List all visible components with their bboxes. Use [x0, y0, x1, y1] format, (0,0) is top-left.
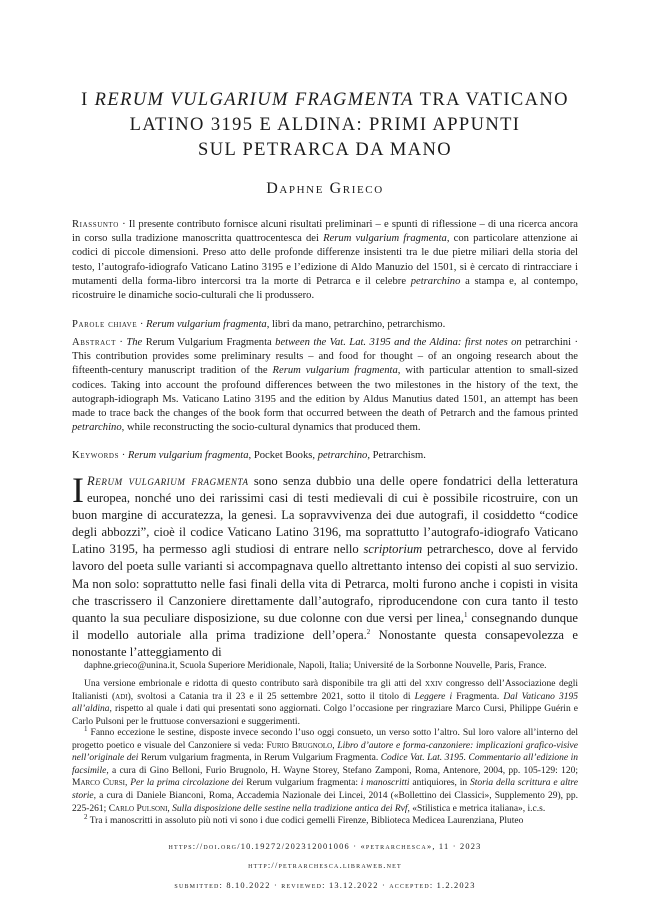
doi-line[interactable]: https://doi.org/10.19272/202312001006 · «petrarchesca», 11 · 2023	[168, 842, 482, 851]
abstract-italic: petrarchino	[72, 422, 122, 434]
riassunto-italic: Rerum vulgarium fragmenta	[323, 233, 447, 245]
abstract-text: Rerum Vulgarium Fragmenta	[145, 337, 272, 348]
note-smallcaps: Carlo Pulsoni	[108, 803, 168, 814]
note-italic: Leggere i	[414, 691, 453, 702]
title-italic: RERUM VULGARIUM FRAGMENTA	[94, 90, 414, 110]
note-smallcaps: Furio Brugnolo	[266, 740, 333, 751]
separator: ·	[137, 319, 147, 330]
title-prefix: I	[81, 90, 95, 110]
note-smallcaps: adi	[115, 691, 128, 702]
riassunto-text: , con particolare attenzione ai codici di piccole dimensioni. Preso atto delle profonde differenze insistenti tra le due pietre miliari della storia del testo, l’autografo-idiografo Vaticano Latino 3195 e l’edizione di Aldo Manuzio del 1501, si è cercato di rintracciare i mutamenti della forma-libro intercorsi tra la morte di Petrarca e il celebre	[72, 233, 578, 287]
note-text: ), svoltosi a Catania tra il 23 e il 25 settembre 2021, sotto il titolo di	[127, 691, 415, 702]
author-affiliation-note: daphne.grieco@unina.it, Scuola Superiore Meridionale, Napoli, Italia; Université de la Sorbonne Nouvelle, Paris, France.	[84, 661, 547, 671]
note-text: ,	[332, 740, 338, 751]
body-paragraph	[72, 470, 579, 661]
note-text: Rerum vulgarium fragmenta, in Rerum Vulgarium Fragmenta.	[138, 753, 381, 764]
parole-chiave-text: , libri da mano, petrarchino, petrarchismo.	[266, 319, 446, 330]
footnote-2	[72, 812, 578, 828]
note-text: , a cura di Daniele Bianconi, Roma, Accademia Nazionale dei Lincei, 2014 («Bollettino dei Classici», Supplemento 29), pp. 225-261;	[72, 790, 578, 814]
parole-chiave-paragraph	[72, 318, 578, 332]
note-italic: Per la prima circolazione dei	[130, 778, 244, 789]
keywords-paragraph	[72, 449, 578, 463]
abstract-italic: between the Vat. Lat. 3195 and the Aldina: first notes on	[271, 337, 522, 348]
footnote-ref-1[interactable]: 1	[464, 610, 468, 619]
note-italic: Libro d’autore e forma-canzoniere: implicazioni grafico-visive nell’originale dei	[72, 740, 578, 764]
body-text: sono senza dubbio una delle opere fondatrici della letteratura europea, nonché uno dei rarissimi casi di testi medievali di cui è possibile ricostruire, con un buon margine di accuratezza, la genesi. La sopravvivenza dei due autografi, il cosiddetto “codice degli abbozzi”, cioè il codice Vaticano Latino 3196, ma soprattutto l’autografo-idiografo Vaticano Latino 3195, ha permesso agli studiosi di entrare nello	[72, 474, 579, 557]
abstract-text: , while reconstructing the socio-cultural dynamics that produced them.	[121, 422, 421, 434]
riassunto-italic: petrarchino	[410, 275, 461, 287]
body-italic: scriptorium	[363, 542, 423, 557]
riassunto-text: Il presente contributo fornisce alcuni risultati preliminari – e spunti di riflessione – di una ricerca ancora in corso sulla tradizione manoscritta quattrocentesca dei	[72, 219, 578, 245]
abstract-italic: Rerum vulgarium fragmenta	[272, 365, 398, 377]
keywords-text: , Pocket Books,	[248, 450, 318, 461]
note-text: , rispetto al quale i dati qui presentati sono aggiornati. Colgo l’occasione per ringraziare Marco Cursi, Philippe Guérin e Carlo Pulsoni per le fruttuose conversazioni e suggerimenti.	[72, 704, 578, 727]
author-name: Daphne Grieco	[266, 180, 384, 197]
note-smallcaps: Marco Cursi	[72, 778, 125, 789]
footnote-number: 1	[84, 724, 88, 733]
note-smallcaps: xxiv	[425, 679, 443, 689]
note-text: Fanno eccezione le sestine, disposte invece secondo l’uso oggi consueto, un verso sotto l’altro. Sul loro valore all’interno del progetto poetico e visuale del Canzoniere si veda:	[72, 728, 578, 751]
riassunto-paragraph	[72, 218, 578, 303]
note-text: ,	[167, 803, 173, 814]
note-text: ,	[125, 778, 131, 789]
title-line-3: SUL PETRARCA DA MANO	[198, 140, 452, 160]
note-text: Una versione embrionale e ridotta di questo contributo sarà disponibile tra gli atti del	[84, 679, 426, 689]
title-line-1-rest: TRA VATICANO	[413, 90, 569, 110]
keywords-text: , Petrarchism.	[367, 450, 426, 461]
body-text: petrarchesco, dove al fervido lavoro del poeta sulle varianti si accompagnava quello altrettanto intenso dei copisti al suo servizio. Ma non solo: soprattutto nelle fasi finali della vita di Petrarca, molti furono anche i copisti in visita che trascrissero il Canzoniere direttamente dall’autografo, riproducendone con cura tanto il testo quanto la sua peculiare disposizione, su due colonne con due versi per linea,	[72, 542, 578, 625]
separator: ·	[118, 219, 129, 230]
drop-cap: I	[72, 470, 84, 510]
separator: ·	[115, 337, 127, 348]
note-text: Tra i manoscritti in assoluto più noti vi sono i due codici gemelli Firenze, Biblioteca Medicea Laurenziana, Pluteo	[87, 816, 524, 826]
article-title	[60, 88, 590, 163]
separator: ·	[119, 450, 128, 461]
footnote-1	[72, 724, 578, 815]
body-text: Nonostante questa consapevolezza e nonostante l’atteggiamento di	[72, 627, 578, 659]
note-text: congresso dell’Associazione degli Italianisti (	[72, 679, 578, 702]
submission-dates: submitted: 8.10.2022 · reviewed: 13.12.2022 · accepted: 1.2.2023	[174, 881, 476, 890]
note-italic: Sulla disposizione delle sestine nella tradizione antica dei Rvf	[172, 803, 408, 814]
body-smallcaps-italic: Rerum vulgarium fragmenta	[87, 474, 249, 488]
title-line-1	[60, 88, 590, 113]
abstract-text: petrarchini · This contribution provides some preliminary results – and food for thought – of an ongoing research about the fifteenth-century manuscript tradition of the	[72, 337, 578, 377]
version-note	[72, 678, 578, 728]
note-italic: Dal Vaticano 3195 all’aldina	[72, 691, 578, 715]
parole-chiave-italic: Rerum vulgarium fragmenta	[146, 319, 267, 330]
note-text: antiquiores, in	[409, 778, 470, 789]
riassunto-label: Riassunto	[72, 219, 119, 230]
keywords-italic: Rerum vulgarium fragmenta	[127, 450, 249, 461]
note-text: Rerum vulgarium fragmenta:	[243, 778, 361, 789]
abstract-italic: The	[126, 337, 146, 348]
body-text: consegnando dunque il modello autoriale alla prima tradizione dell’opera.	[72, 610, 578, 642]
note-text: , «Stilistica e metrica italiana», i.c.s.	[407, 803, 546, 814]
note-text: Fragmenta.	[452, 691, 504, 702]
abstract-text: , with particular attention to small-sized codices. Taking into account the profound differences between the two milestones in the history of the text, the autograph-idiograph Ms. Vaticano Latino 3195 and the edition by Aldus Manutius dated 1501, an attempt has been made to trace back the changes of the book form that occurred between the death of Petrarch and the famous printed	[72, 365, 579, 420]
keywords-label: Keywords	[72, 450, 120, 461]
abstract-paragraph	[72, 336, 578, 435]
note-italic: Codice Vat. Lat. 3195. Commentario all’edizione in facsimile	[72, 753, 578, 776]
keywords-italic: petrarchino	[317, 450, 368, 461]
parole-chiave-label: Parole chiave	[72, 319, 138, 330]
note-italic: Storia della scrittura e altre storie	[72, 778, 578, 801]
title-line-2: LATINO 3195 E ALDINA: PRIMI APPUNTI	[129, 115, 521, 135]
note-text: , a cura di Gino Belloni, Furio Brugnolo, H. Wayne Storey, Stefano Zamponi, Roma, Antenore, 2004, pp. 105-129: 120;	[106, 765, 578, 776]
abstract-label: Abstract	[72, 337, 116, 348]
footnote-number: 2	[84, 812, 88, 821]
journal-website[interactable]: http://petrarchesca.libraweb.net	[248, 861, 402, 870]
riassunto-text: a stampa e, al contempo, ricostruire le dinamiche socio-culturali che li produssero.	[72, 275, 578, 302]
note-italic: i manoscritti	[360, 778, 410, 789]
footnote-ref-2[interactable]: 2	[366, 627, 371, 636]
